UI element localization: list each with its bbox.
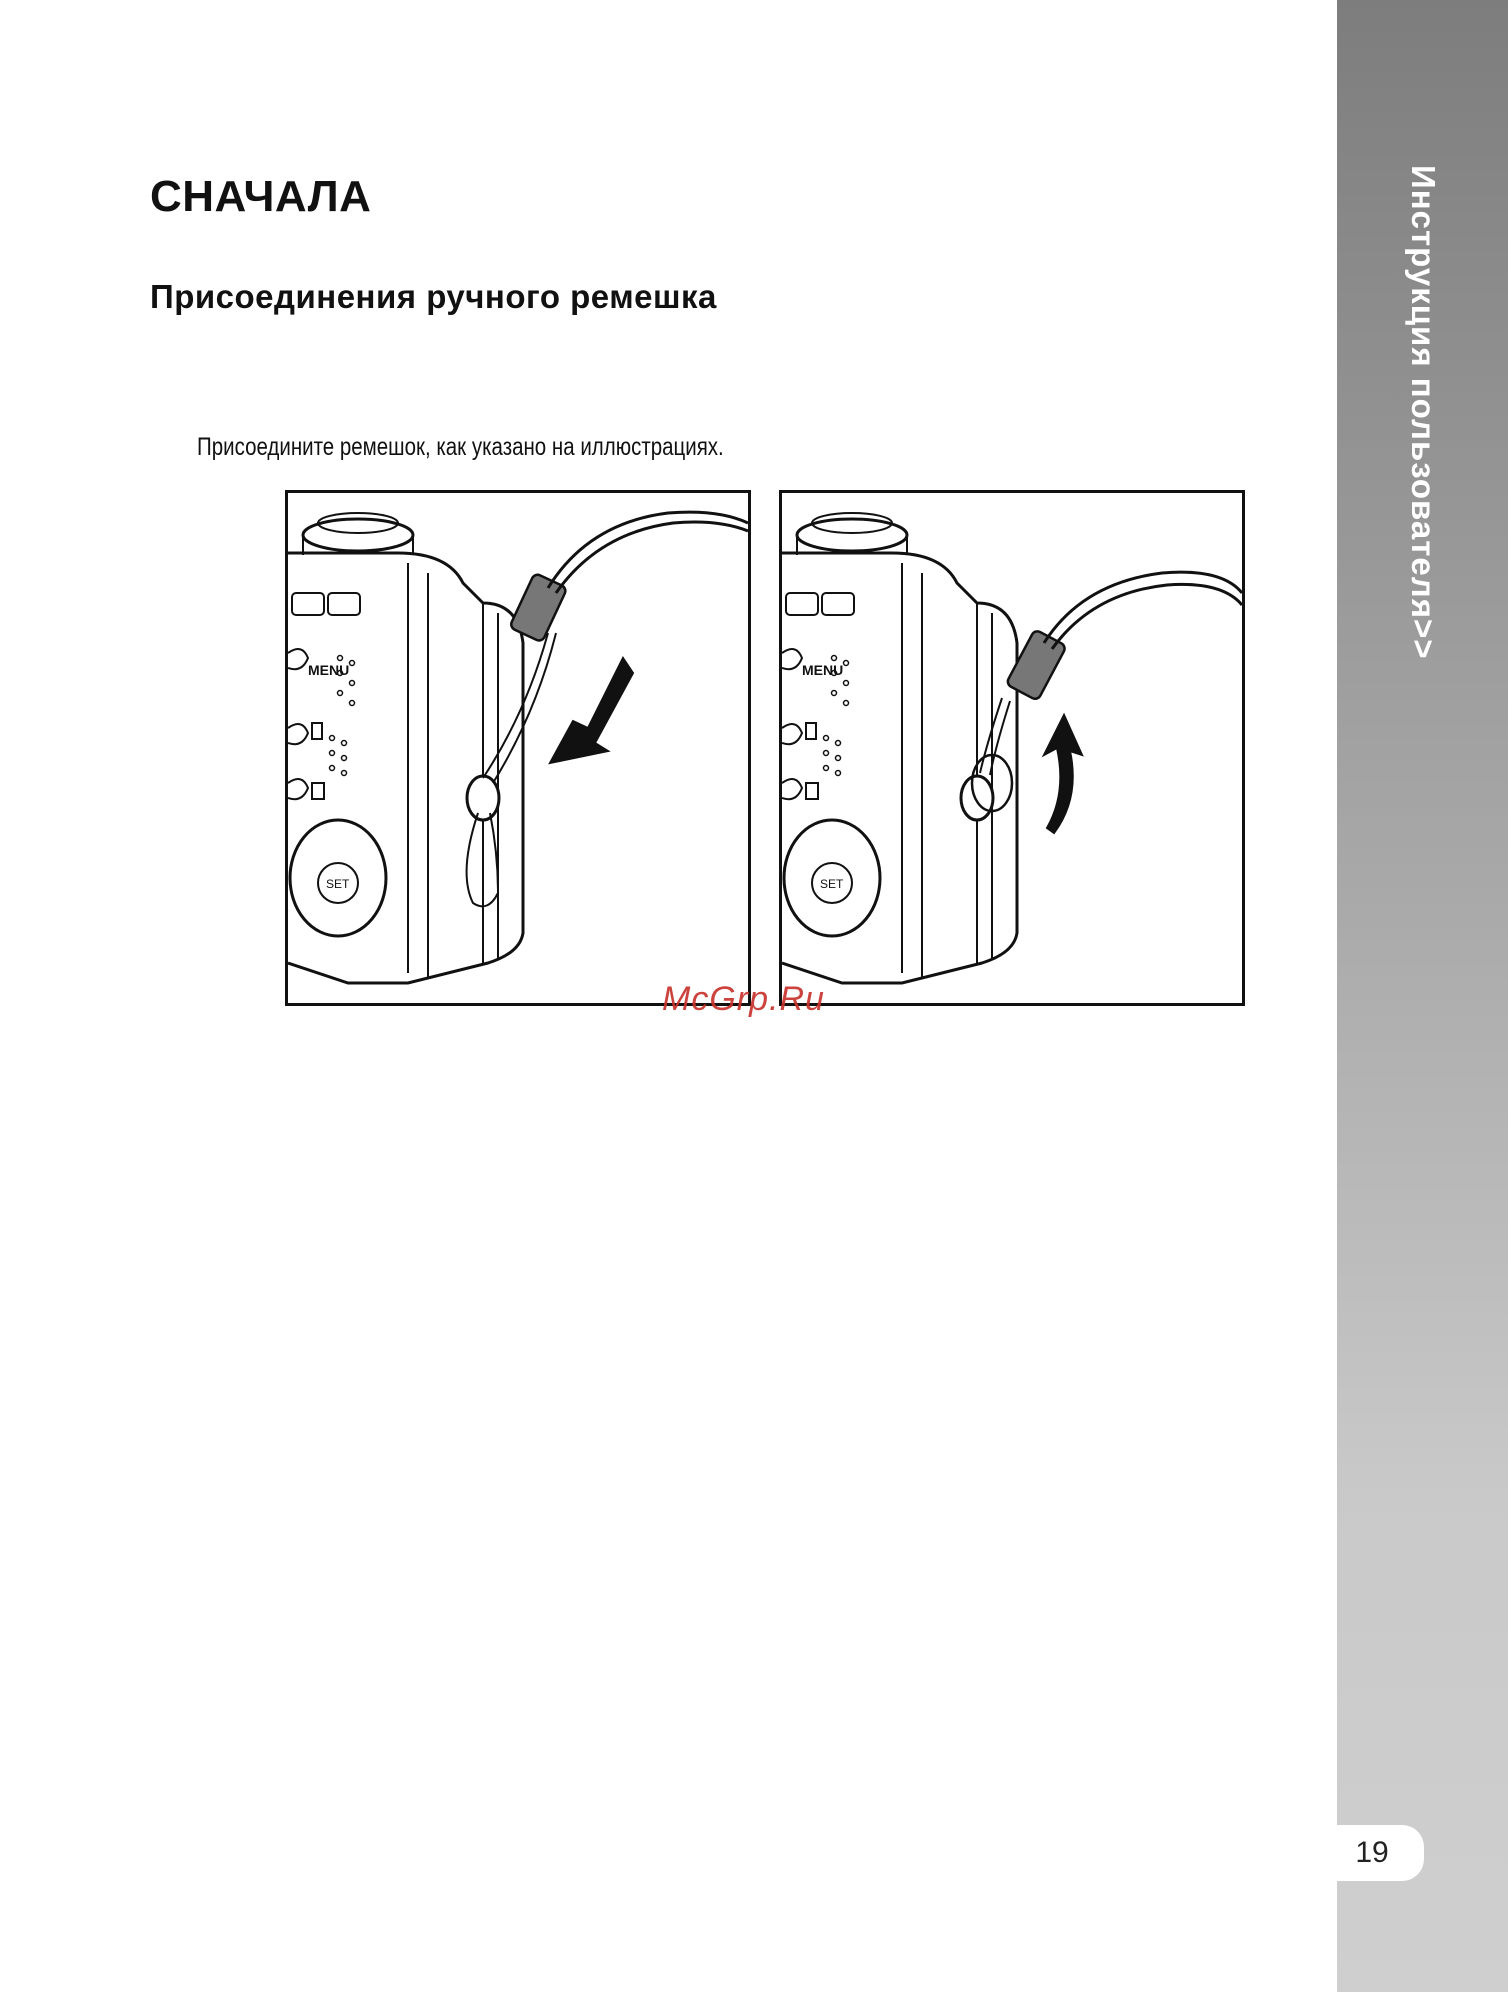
illustration-attach-strap-step-2: [779, 490, 1245, 1006]
section-heading: Присоединения ручного ремешка: [150, 278, 717, 315]
watermark: McGrp.Ru: [662, 980, 825, 1018]
sidebar-title: Инструкция пользователя>>: [1405, 165, 1442, 660]
camera-menu-label: MENU: [308, 662, 350, 678]
camera-set-label: SET: [326, 877, 350, 891]
camera-set-label-2: SET: [820, 877, 844, 891]
page-heading: СНАЧАЛА: [150, 172, 372, 221]
camera-menu-label-2: MENU: [802, 662, 844, 678]
page-number: 19: [1355, 1836, 1389, 1869]
illustration-attach-strap-step-1: [285, 490, 751, 1006]
instruction-text: Присоедините ремешок, как указано на иллюстрациях.: [197, 433, 724, 461]
